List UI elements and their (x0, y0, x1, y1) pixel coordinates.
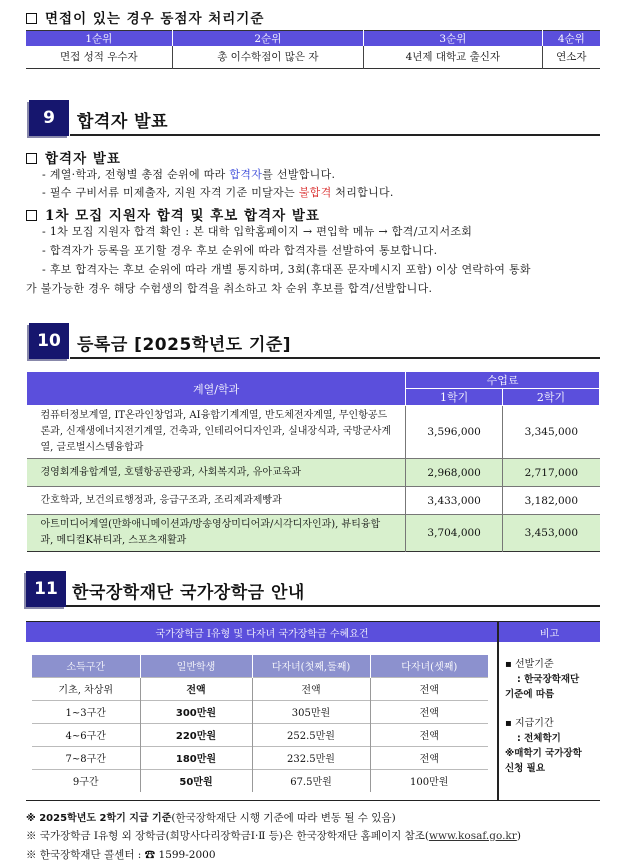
table-row (27, 406, 600, 459)
scholarship-note-header: 비고 (498, 622, 600, 642)
scholarship-col-header: 다자녀(셋째) (370, 655, 488, 677)
scholarship-col-header: 일반학생 (140, 655, 252, 677)
tuition-s1: 3,704,000 (406, 515, 503, 552)
table-row (32, 700, 488, 723)
section-9-title: 합격자 발표 (77, 112, 169, 132)
tie-header: 3순위 (364, 31, 543, 47)
tuition-s2: 2,717,000 (503, 459, 600, 487)
column-divider (497, 621, 499, 801)
income-bracket: 1~3구간 (32, 700, 140, 723)
announce-line-2: - 필수 구비서류 미제출자, 지원 자격 기준 미달자는 불합격 처리합니다. (42, 186, 394, 199)
multi-child-3-amount: 100만원 (370, 769, 488, 792)
round1-line-3: - 후보 합격자는 후보 순위에 따라 개별 통지하며, 3회(휴대폰 문자메시지 포함) 이상 연락하여 통화 (42, 263, 531, 276)
note-period-value: : 전체학기 (517, 733, 561, 744)
tuition-dept: 컴퓨터정보계열, IT온라인창업과, AI융합기계계열, 반도체전자계열, 무인항공드론과, 신재생에너지전기계열, 건축과, 인테리어디자인과, 실내장식과, 국방군사계열, 글로벌시스템융합과 (27, 406, 406, 459)
tuition-header-fee: 수업료 (406, 372, 600, 389)
tie-rule-title: 면접이 있는 경우 동점자 처리기준 (26, 7, 264, 27)
note-criteria-value-2: 기준에 따름 (505, 689, 555, 700)
multi-child-3-amount: 전액 (370, 723, 488, 746)
round1-line-4: 가 불가능한 경우 해당 수험생의 합격을 취소하고 차 순위 후보를 합격/선발합니다. (26, 282, 433, 295)
note-criteria-label: 선발기준 (514, 659, 554, 670)
tuition-header-s2: 2학기 (503, 389, 600, 406)
round1-line-2: - 합격자가 등록을 포기할 경우 후보 순위에 따라 합격자를 선발하여 통보합니다. (42, 244, 438, 257)
tuition-header-s1: 1학기 (406, 389, 503, 406)
income-bracket: 4~6구간 (32, 723, 140, 746)
table-row (27, 515, 600, 552)
round1-line-1: - 1차 모집 지원자 합격 확인 : 본 대학 입학홈페이지 → 편입학 메뉴 → 합격/고지서조회 (42, 225, 473, 238)
general-amount: 50만원 (140, 769, 252, 792)
multi-child-12-amount: 232.5만원 (252, 746, 370, 769)
scholarship-table (32, 655, 488, 792)
multi-child-12-amount: 67.5만원 (252, 769, 370, 792)
section-9-number: 9 (29, 100, 69, 136)
table-row (32, 746, 488, 769)
tuition-header-dept: 계열/학과 (27, 372, 406, 406)
table-row (27, 459, 600, 487)
table-row (27, 487, 600, 515)
table-row (32, 677, 488, 700)
tuition-dept: 경영회계융합계열, 호텔항공관광과, 사회복지과, 유아교육과 (27, 459, 406, 487)
tie-header: 1순위 (26, 31, 172, 47)
scholarship-notes: ▪ 선발기준 : 한국장학재단 기준에 따름 ▪ 지급기간 : 전체학기 ※매학기 국가장학 신청 필요 (505, 659, 582, 774)
tie-value: 4년제 대학교 출신자 (364, 46, 543, 68)
multi-child-12-amount: 전액 (252, 677, 370, 700)
income-bracket: 7~8구간 (32, 746, 140, 769)
tie-value: 연소자 (542, 46, 600, 68)
scholarship-header: 국가장학금 Ⅰ유형 및 다자녀 국가장학금 수혜요건 (26, 622, 498, 642)
tie-value: 면접 성적 우수자 (60, 51, 138, 64)
note-period-label: 지급기간 (514, 718, 554, 729)
tuition-s2: 3,345,000 (503, 406, 600, 459)
section-divider (66, 605, 600, 607)
tie-header: 2순위 (172, 31, 363, 47)
note-apply-every-term: ※매학기 국가장학 (505, 748, 582, 759)
income-bracket: 기초, 차상위 (32, 677, 140, 700)
note-apply-required: 신청 필요 (505, 763, 546, 774)
tuition-s2: 3,453,000 (503, 515, 600, 552)
square-bullet-icon (26, 13, 37, 24)
scholarship-col-header: 소득구간 (32, 655, 140, 677)
tuition-table (26, 371, 600, 552)
section-10-title: 등록금 [2025학년도 기준] (77, 335, 292, 355)
general-amount: 300만원 (140, 700, 252, 723)
section-divider (70, 357, 600, 359)
table-row (32, 769, 488, 792)
general-amount: 220만원 (140, 723, 252, 746)
note-criteria-value: : 한국장학재단 (517, 674, 580, 685)
tuition-s1: 3,433,000 (406, 487, 503, 515)
round1-title: 1차 모집 지원자 합격 및 후보 합격자 발표 (26, 204, 320, 224)
general-amount: 전액 (140, 677, 252, 700)
multi-child-3-amount: 전액 (370, 700, 488, 723)
tuition-dept: 간호학과, 보건의료행정과, 응급구조과, 조리제과제빵과 (27, 487, 406, 515)
square-bullet-icon (26, 210, 37, 221)
section-11-number: 11 (26, 571, 66, 607)
section-10-number: 10 (29, 323, 69, 359)
section-divider (70, 134, 600, 136)
tuition-dept: 아트미디어계열(만화애니메이션과/방송영상미디어과/시각디자인과), 뷰티융합과, 메디컬K뷰티과, 스포츠재활과 (27, 515, 406, 552)
income-bracket: 9구간 (32, 769, 140, 792)
announce-title: 합격자 발표 (26, 147, 121, 167)
footnote-2: ※ 국가장학금 Ⅰ유형 외 장학금(희망사다리장학금Ⅰ·Ⅱ 등)은 한국장학재단 홈페이지 참조(www.kosaf.go.kr) (26, 830, 521, 842)
square-bullet-icon (26, 153, 37, 164)
tie-header: 4순위 (542, 31, 600, 47)
kosaf-link[interactable]: www.kosaf.go.kr (428, 830, 517, 842)
tuition-s1: 3,596,000 (406, 406, 503, 459)
table-row (32, 723, 488, 746)
general-amount: 180만원 (140, 746, 252, 769)
tie-rule-table (26, 30, 600, 69)
footnote-3: ※ 한국장학재단 콜센터 : ☎ 1599-2000 (26, 849, 216, 861)
tuition-s2: 3,182,000 (503, 487, 600, 515)
tie-value: 총 이수학점이 많은 자 (172, 46, 363, 68)
multi-child-12-amount: 252.5만원 (252, 723, 370, 746)
announce-line-1: - 계열·학과, 전형별 총점 순위에 따라 합격자를 선발합니다. (42, 168, 336, 181)
section-11-title: 한국장학재단 국가장학금 안내 (72, 583, 305, 603)
multi-child-12-amount: 305만원 (252, 700, 370, 723)
footnote-1: ※ 2025학년도 2학기 지급 기준(한국장학재단 시행 기준에 따라 변동 될 수 있음) (26, 812, 396, 824)
multi-child-3-amount: 전액 (370, 746, 488, 769)
tuition-s1: 2,968,000 (406, 459, 503, 487)
scholarship-col-header: 다자녀(첫째,둘째) (252, 655, 370, 677)
multi-child-3-amount: 전액 (370, 677, 488, 700)
